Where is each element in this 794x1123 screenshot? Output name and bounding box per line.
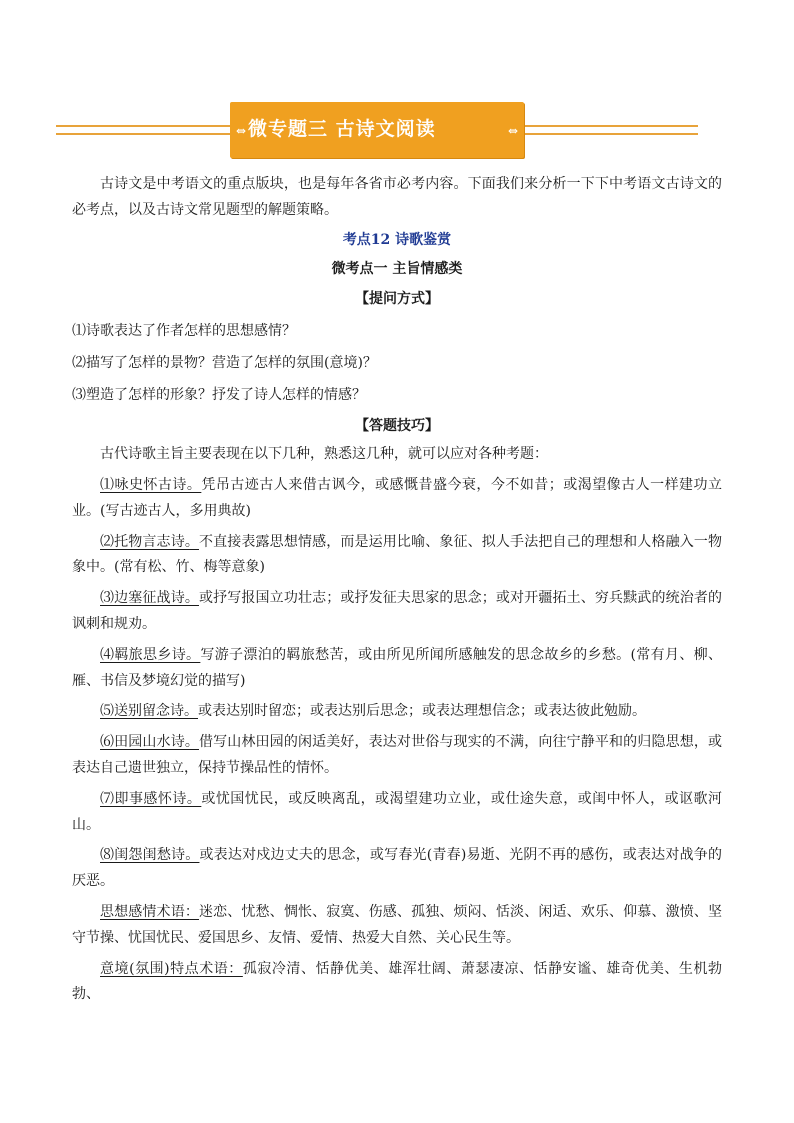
poem-type-label: ⑸送别留念诗。 (100, 703, 198, 720)
poem-type-text: 或表达对戍边丈夫的思念，或写春光(青春)易逝、光阴不再的感伤，或表达对战争的厌恶。 (72, 847, 723, 890)
intro-paragraph: 古诗文是中考语文的重点版块，也是每年各省市必考内容。下面我们来分析一下下中考语文古诗文的必考点，以及古诗文常见题型的解题策略。 (72, 176, 722, 218)
term-text: 孤寂冷清、恬静优美、雄浑壮阔、萧瑟凄凉、恬静安谧、雄奇优美、生机勃勃、 (72, 960, 722, 1003)
section-banner (56, 102, 698, 158)
poem-type-text: 借写山林田园的闲适美好，表达对世俗与现实的不满，向往宁静平和的归隐思想，或表达自己遗世独立，保持节操品性的情怀。 (72, 734, 723, 776)
page-title: 微专题三 古诗文阅读 (248, 118, 436, 140)
jiqiao-intro: 古代诗歌主旨主要表现在以下几种，熟悉这几种，就可以应对各种考题： (100, 446, 548, 463)
poem-type-text: 不直接表露思想情感，而是运用比喻、象征、拟人手法把自己的理想和人格融入一物象中。(常有松、竹、梅等意象) (72, 533, 723, 576)
poem-type-label: ⑷羁旅思乡诗。 (100, 646, 201, 663)
tiwen-header: 【提问方式】 (355, 291, 439, 308)
question-item: ⑵描写了怎样的景物？营造了怎样的氛围(意境)？ (72, 354, 377, 371)
poem-type-label: ⑶边塞征战诗。 (100, 590, 199, 607)
poem-type-text: 或表达别时留恋；或表达别后思念；或表达理想信念；或表达彼此勉励。 (198, 703, 646, 720)
poem-type-label: ⑹田园山水诗。 (100, 734, 199, 751)
banner-rule-left-top (56, 125, 230, 127)
poem-type-item (72, 843, 722, 895)
document-body (72, 172, 722, 1008)
poem-type-label: ⑺即事感怀诗。 (100, 790, 202, 807)
poem-type-item (72, 730, 722, 782)
poem-type-label: ⑻闺怨闺愁诗。 (100, 847, 200, 864)
poem-type-text: 写游子漂泊的羁旅愁苦，或由所见所闻所感触发的思念故乡的乡愁。(常有月、柳、雁、书信及梦境幻觉的描写) (72, 646, 723, 689)
jiqiao-header: 【答题技巧】 (355, 418, 439, 435)
poem-type-item (72, 473, 722, 525)
poem-type-text: 凭吊古迹古人来借古讽今，或感慨昔盛今衰，今不如昔；或渴望像古人一样建功立业。(写古迹古人，多用典故) (72, 476, 723, 519)
banner-title-box (230, 102, 524, 158)
poem-type-item (72, 643, 722, 695)
wei-kaodian-heading: 微考点一 主旨情感类 (331, 261, 463, 278)
poem-type-item (72, 699, 722, 725)
kaodian-heading: 考点12 诗歌鉴赏 (342, 231, 452, 248)
term-item (72, 900, 722, 952)
question-item: ⑶塑造了怎样的形象？抒发了诗人怎样的情感？ (72, 386, 366, 403)
banner-rule-left-bottom (56, 133, 230, 135)
banner-rule-right-bottom (524, 133, 698, 135)
banner-rule-right-top (524, 125, 698, 127)
term-label: 思想感情术语： (100, 903, 199, 920)
poem-type-label: ⑵托物言志诗。 (100, 533, 199, 550)
question-item: ⑴诗歌表达了作者怎样的思想感情？ (72, 322, 296, 339)
double-arrow-icon: ⇔ (507, 124, 518, 138)
term-label: 意境(氛围)特点术语： (100, 960, 243, 977)
poem-type-item (72, 530, 722, 582)
poem-type-item (72, 586, 722, 638)
poem-type-label: ⑴咏史怀古诗。 (100, 476, 202, 493)
double-arrow-icon: ⇔ (236, 124, 247, 138)
term-text: 迷恋、忧愁、惆怅、寂寞、伤感、孤独、烦闷、恬淡、闲适、欢乐、仰慕、激愤、坚守节操、忧国忧民、爱国思乡、友情、爱情、热爱大自然、关心民生等。 (72, 903, 723, 946)
poem-type-text: 或忧国忧民，或反映离乱，或渴望建功立业，或仕途失意，或闺中怀人，或讴歌河山。 (72, 790, 723, 833)
term-item (72, 957, 722, 1009)
poem-type-item (72, 787, 722, 839)
poem-type-text: 或抒写报国立功壮志；或抒发征夫思家的思念；或对开疆拓土、穷兵黩武的统治者的讽刺和规劝。 (72, 590, 723, 632)
